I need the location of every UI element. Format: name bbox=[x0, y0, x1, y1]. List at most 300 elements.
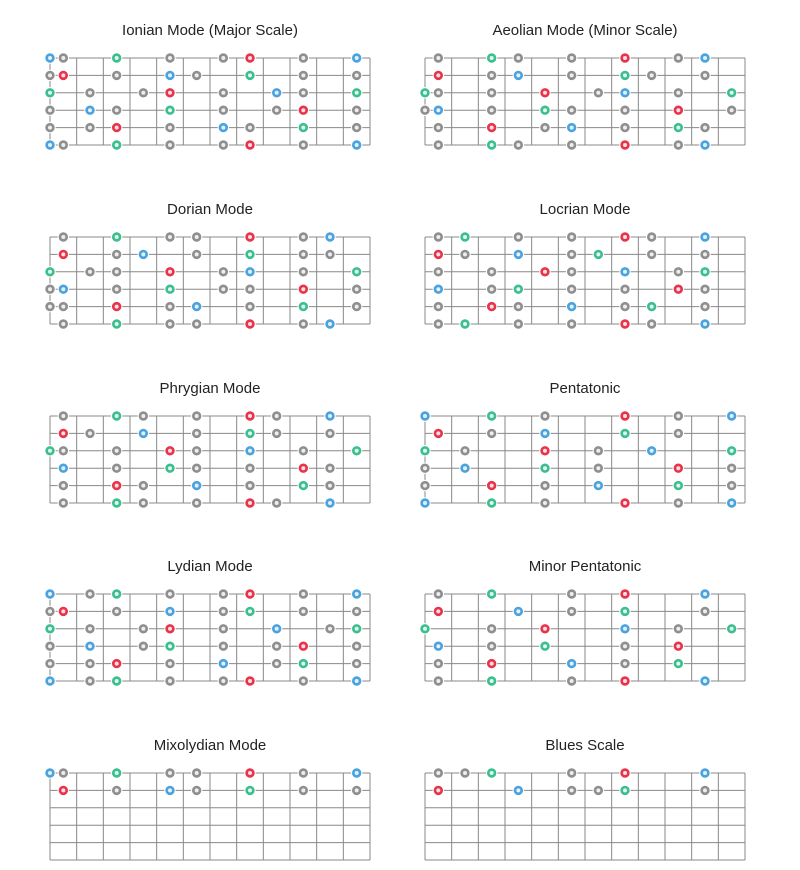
note-dot-marking bbox=[301, 644, 305, 648]
note-dot-marking bbox=[676, 627, 680, 631]
note-dot-marking bbox=[301, 305, 305, 309]
note-dot-marking bbox=[703, 126, 707, 130]
note-dot-marking bbox=[248, 788, 252, 792]
note-dot-marking bbox=[168, 644, 172, 648]
note-dot-marking bbox=[221, 627, 225, 631]
note-dot-marking bbox=[221, 56, 225, 60]
note-dot-marking bbox=[248, 270, 252, 274]
note-dot-marking bbox=[248, 431, 252, 435]
note-dot-marking bbox=[141, 91, 145, 95]
note-dot-marking bbox=[221, 609, 225, 613]
note-dot-marking bbox=[355, 56, 359, 60]
note-dot-marking bbox=[168, 466, 172, 470]
note-dot-marking bbox=[623, 305, 627, 309]
note-dot-marking bbox=[61, 484, 65, 488]
note-dot-marking bbox=[141, 484, 145, 488]
note-dot-marking bbox=[490, 126, 494, 130]
note-dot-marking bbox=[141, 431, 145, 435]
note-dot-marking bbox=[301, 466, 305, 470]
note-dot-marking bbox=[436, 270, 440, 274]
note-dot-marking bbox=[436, 252, 440, 256]
chart-title: Aeolian Mode (Minor Scale) bbox=[492, 22, 678, 39]
note-dot-marking bbox=[61, 73, 65, 77]
note-dot-marking bbox=[543, 431, 547, 435]
note-dot-marking bbox=[168, 235, 172, 239]
note-dot-marking bbox=[275, 501, 279, 505]
note-dot-marking bbox=[623, 627, 627, 631]
chart-title: Ionian Mode (Major Scale) bbox=[122, 22, 298, 39]
note-dot-marking bbox=[423, 414, 427, 418]
note-dot-marking bbox=[436, 592, 440, 596]
note-dot-marking bbox=[115, 56, 119, 60]
note-dot-marking bbox=[570, 662, 574, 666]
note-dot-marking bbox=[115, 126, 119, 130]
note-dot-marking bbox=[48, 143, 52, 147]
note-dot-marking bbox=[676, 143, 680, 147]
note-dot-marking bbox=[301, 235, 305, 239]
note-dot-marking bbox=[168, 305, 172, 309]
note-dot-marking bbox=[436, 235, 440, 239]
fretboard-diagram bbox=[40, 48, 380, 155]
note-dot-marking bbox=[115, 609, 119, 613]
note-dot-marking bbox=[543, 466, 547, 470]
note-dot-marking bbox=[195, 484, 199, 488]
note-dot-marking bbox=[61, 788, 65, 792]
note-dot-marking bbox=[61, 449, 65, 453]
note-dot-marking bbox=[703, 322, 707, 326]
note-dot-marking bbox=[115, 252, 119, 256]
note-dot-marking bbox=[355, 143, 359, 147]
note-dot-marking bbox=[48, 592, 52, 596]
note-dot-marking bbox=[328, 431, 332, 435]
note-dot-marking bbox=[248, 322, 252, 326]
note-dot-marking bbox=[490, 73, 494, 77]
note-dot-marking bbox=[490, 143, 494, 147]
note-dot-marking bbox=[61, 252, 65, 256]
note-dot-marking bbox=[463, 322, 467, 326]
note-dot-marking bbox=[570, 126, 574, 130]
note-dot-marking bbox=[490, 771, 494, 775]
note-dot-marking bbox=[543, 627, 547, 631]
note-dot-marking bbox=[623, 143, 627, 147]
note-dot-marking bbox=[168, 609, 172, 613]
note-dot-marking bbox=[275, 644, 279, 648]
note-dot-marking bbox=[703, 252, 707, 256]
note-dot-marking bbox=[516, 609, 520, 613]
note-dot-marking bbox=[248, 679, 252, 683]
note-dot-marking bbox=[623, 644, 627, 648]
note-dot-marking bbox=[623, 414, 627, 418]
note-dot-marking bbox=[248, 609, 252, 613]
note-dot-marking bbox=[248, 252, 252, 256]
note-dot-marking bbox=[543, 270, 547, 274]
note-dot-marking bbox=[703, 592, 707, 596]
note-dot-marking bbox=[703, 609, 707, 613]
note-dot-marking bbox=[195, 414, 199, 418]
note-dot-marking bbox=[61, 771, 65, 775]
note-dot-marking bbox=[48, 609, 52, 613]
note-dot-marking bbox=[423, 108, 427, 112]
note-dot-marking bbox=[195, 235, 199, 239]
note-dot-marking bbox=[115, 592, 119, 596]
note-dot-marking bbox=[490, 305, 494, 309]
note-dot-marking bbox=[328, 252, 332, 256]
note-dot-marking bbox=[570, 679, 574, 683]
note-dot-marking bbox=[436, 609, 440, 613]
note-dot-marking bbox=[115, 287, 119, 291]
note-dot-marking bbox=[61, 287, 65, 291]
note-dot-marking bbox=[490, 431, 494, 435]
note-dot-marking bbox=[490, 592, 494, 596]
note-dot-marking bbox=[115, 143, 119, 147]
note-dot-marking bbox=[115, 679, 119, 683]
note-dot-marking bbox=[248, 484, 252, 488]
note-dot-marking bbox=[436, 56, 440, 60]
note-dot-marking bbox=[48, 305, 52, 309]
note-dot-marking bbox=[248, 56, 252, 60]
note-dot-marking bbox=[115, 414, 119, 418]
note-dot-marking bbox=[623, 56, 627, 60]
note-dot-marking bbox=[650, 252, 654, 256]
note-dot-marking bbox=[596, 449, 600, 453]
note-dot-marking bbox=[730, 627, 734, 631]
note-dot-marking bbox=[275, 91, 279, 95]
note-dot-marking bbox=[623, 322, 627, 326]
note-dot-marking bbox=[355, 609, 359, 613]
note-dot-marking bbox=[301, 449, 305, 453]
note-dot-marking bbox=[436, 679, 440, 683]
note-dot-marking bbox=[436, 771, 440, 775]
note-dot-marking bbox=[730, 466, 734, 470]
note-dot-marking bbox=[115, 73, 119, 77]
note-dot-marking bbox=[301, 771, 305, 775]
note-dot-marking bbox=[596, 91, 600, 95]
note-dot-marking bbox=[490, 484, 494, 488]
note-dot-marking bbox=[115, 662, 119, 666]
note-dot-marking bbox=[195, 305, 199, 309]
note-dot-marking bbox=[490, 56, 494, 60]
note-dot-marking bbox=[115, 108, 119, 112]
note-dot-marking bbox=[61, 322, 65, 326]
note-dot-marking bbox=[88, 126, 92, 130]
note-dot-marking bbox=[48, 627, 52, 631]
note-dot-marking bbox=[423, 466, 427, 470]
note-dot-marking bbox=[436, 322, 440, 326]
note-dot-marking bbox=[570, 252, 574, 256]
note-dot-marking bbox=[301, 252, 305, 256]
note-dot-marking bbox=[676, 501, 680, 505]
note-dot-marking bbox=[48, 644, 52, 648]
note-dot-marking bbox=[436, 108, 440, 112]
chart-title: Pentatonic bbox=[549, 380, 621, 397]
note-dot-marking bbox=[248, 73, 252, 77]
note-dot-marking bbox=[570, 108, 574, 112]
note-dot-marking bbox=[650, 73, 654, 77]
note-dot-marking bbox=[355, 108, 359, 112]
note-dot-marking bbox=[650, 235, 654, 239]
note-dot-marking bbox=[168, 270, 172, 274]
fretboard-diagram bbox=[40, 406, 380, 513]
note-dot-marking bbox=[195, 771, 199, 775]
note-dot-marking bbox=[168, 108, 172, 112]
note-dot-marking bbox=[248, 126, 252, 130]
note-dot-marking bbox=[248, 414, 252, 418]
note-dot-marking bbox=[195, 252, 199, 256]
note-dot-marking bbox=[543, 91, 547, 95]
note-dot-marking bbox=[221, 679, 225, 683]
note-dot-marking bbox=[516, 287, 520, 291]
note-dot-marking bbox=[221, 644, 225, 648]
note-dot-marking bbox=[248, 235, 252, 239]
note-dot-marking bbox=[61, 431, 65, 435]
note-dot-marking bbox=[570, 73, 574, 77]
note-dot-marking bbox=[676, 644, 680, 648]
note-dot-marking bbox=[676, 108, 680, 112]
note-dot-marking bbox=[570, 609, 574, 613]
note-dot-marking bbox=[596, 466, 600, 470]
note-dot-marking bbox=[676, 91, 680, 95]
note-dot-marking bbox=[195, 501, 199, 505]
note-dot-marking bbox=[61, 305, 65, 309]
note-dot-marking bbox=[301, 143, 305, 147]
note-dot-marking bbox=[115, 501, 119, 505]
note-dot-marking bbox=[248, 501, 252, 505]
note-dot-marking bbox=[141, 644, 145, 648]
note-dot-marking bbox=[570, 305, 574, 309]
note-dot-marking bbox=[423, 449, 427, 453]
chart-title: Phrygian Mode bbox=[159, 380, 261, 397]
note-dot-marking bbox=[48, 287, 52, 291]
note-dot-marking bbox=[195, 788, 199, 792]
note-dot-marking bbox=[88, 270, 92, 274]
chart-title: Mixolydian Mode bbox=[153, 737, 267, 754]
note-dot-marking bbox=[195, 431, 199, 435]
note-dot-marking bbox=[676, 466, 680, 470]
note-dot-marking bbox=[703, 73, 707, 77]
note-dot-marking bbox=[516, 322, 520, 326]
fretboard-diagram bbox=[40, 584, 380, 691]
note-dot-marking bbox=[301, 56, 305, 60]
note-dot-marking bbox=[570, 592, 574, 596]
note-dot-marking bbox=[623, 609, 627, 613]
note-dot-marking bbox=[141, 627, 145, 631]
note-dot-marking bbox=[543, 108, 547, 112]
note-dot-marking bbox=[490, 270, 494, 274]
note-dot-marking bbox=[703, 287, 707, 291]
note-dot-marking bbox=[596, 484, 600, 488]
note-dot-marking bbox=[141, 501, 145, 505]
note-dot-marking bbox=[115, 449, 119, 453]
note-dot-marking bbox=[301, 788, 305, 792]
note-dot-marking bbox=[355, 73, 359, 77]
note-dot-marking bbox=[570, 788, 574, 792]
note-dot-marking bbox=[676, 484, 680, 488]
note-dot-marking bbox=[168, 322, 172, 326]
note-dot-marking bbox=[61, 501, 65, 505]
note-dot-marking bbox=[328, 627, 332, 631]
note-dot-marking bbox=[355, 592, 359, 596]
note-dot-marking bbox=[703, 305, 707, 309]
note-dot-marking bbox=[355, 771, 359, 775]
note-dot-marking bbox=[195, 449, 199, 453]
note-dot-marking bbox=[168, 91, 172, 95]
fretboard-diagram bbox=[40, 227, 380, 334]
note-dot-marking bbox=[730, 501, 734, 505]
note-dot-marking bbox=[703, 235, 707, 239]
note-dot-marking bbox=[301, 484, 305, 488]
note-dot-marking bbox=[355, 305, 359, 309]
note-dot-marking bbox=[195, 73, 199, 77]
note-dot-marking bbox=[623, 501, 627, 505]
note-dot-marking bbox=[168, 592, 172, 596]
note-dot-marking bbox=[730, 91, 734, 95]
note-dot-marking bbox=[676, 431, 680, 435]
note-dot-marking bbox=[463, 771, 467, 775]
note-dot-marking bbox=[168, 143, 172, 147]
note-dot-marking bbox=[623, 431, 627, 435]
note-dot-marking bbox=[570, 143, 574, 147]
note-dot-marking bbox=[570, 322, 574, 326]
note-dot-marking bbox=[61, 414, 65, 418]
note-dot-marking bbox=[355, 644, 359, 648]
note-dot-marking bbox=[301, 322, 305, 326]
note-dot-marking bbox=[623, 662, 627, 666]
note-dot-marking bbox=[88, 644, 92, 648]
note-dot-marking bbox=[275, 108, 279, 112]
note-dot-marking bbox=[48, 270, 52, 274]
note-dot-marking bbox=[436, 788, 440, 792]
note-dot-marking bbox=[248, 305, 252, 309]
note-dot-marking bbox=[115, 305, 119, 309]
note-dot-marking bbox=[436, 143, 440, 147]
note-dot-marking bbox=[221, 592, 225, 596]
note-dot-marking bbox=[623, 788, 627, 792]
note-dot-marking bbox=[248, 143, 252, 147]
fretboard-diagram bbox=[415, 48, 755, 155]
note-dot-marking bbox=[328, 484, 332, 488]
note-dot-marking bbox=[703, 771, 707, 775]
note-dot-marking bbox=[275, 627, 279, 631]
note-dot-marking bbox=[490, 501, 494, 505]
note-dot-marking bbox=[301, 679, 305, 683]
chart-title: Lydian Mode bbox=[167, 558, 253, 575]
note-dot-marking bbox=[570, 771, 574, 775]
note-dot-marking bbox=[355, 287, 359, 291]
note-dot-marking bbox=[168, 662, 172, 666]
note-dot-marking bbox=[168, 56, 172, 60]
note-dot-marking bbox=[48, 126, 52, 130]
note-dot-marking bbox=[436, 431, 440, 435]
note-dot-marking bbox=[490, 644, 494, 648]
note-dot-marking bbox=[516, 143, 520, 147]
note-dot-marking bbox=[703, 679, 707, 683]
note-dot-marking bbox=[248, 592, 252, 596]
note-dot-marking bbox=[301, 662, 305, 666]
note-dot-marking bbox=[355, 788, 359, 792]
chart-title: Blues Scale bbox=[545, 737, 625, 754]
note-dot-marking bbox=[543, 449, 547, 453]
note-dot-marking bbox=[115, 322, 119, 326]
note-dot-marking bbox=[676, 270, 680, 274]
note-dot-marking bbox=[570, 270, 574, 274]
note-dot-marking bbox=[221, 108, 225, 112]
note-dot-marking bbox=[328, 414, 332, 418]
note-dot-marking bbox=[490, 414, 494, 418]
note-dot-marking bbox=[88, 592, 92, 596]
note-dot-marking bbox=[650, 322, 654, 326]
note-dot-marking bbox=[490, 679, 494, 683]
chart-title: Locrian Mode bbox=[539, 201, 631, 218]
note-dot-marking bbox=[543, 484, 547, 488]
note-dot-marking bbox=[436, 662, 440, 666]
note-dot-marking bbox=[463, 235, 467, 239]
note-dot-marking bbox=[168, 771, 172, 775]
note-dot-marking bbox=[48, 662, 52, 666]
note-dot-marking bbox=[195, 466, 199, 470]
note-dot-marking bbox=[88, 431, 92, 435]
note-dot-marking bbox=[703, 143, 707, 147]
note-dot-marking bbox=[423, 627, 427, 631]
note-dot-marking bbox=[195, 322, 199, 326]
note-dot-marking bbox=[221, 270, 225, 274]
note-dot-marking bbox=[61, 235, 65, 239]
fretboard-diagram bbox=[40, 763, 380, 870]
note-dot-marking bbox=[115, 235, 119, 239]
note-dot-marking bbox=[730, 449, 734, 453]
note-dot-marking bbox=[730, 414, 734, 418]
note-dot-marking bbox=[623, 126, 627, 130]
note-dot-marking bbox=[676, 414, 680, 418]
note-dot-marking bbox=[463, 252, 467, 256]
note-dot-marking bbox=[355, 627, 359, 631]
note-dot-marking bbox=[423, 484, 427, 488]
note-dot-marking bbox=[516, 73, 520, 77]
note-dot-marking bbox=[355, 91, 359, 95]
note-dot-marking bbox=[301, 73, 305, 77]
note-dot-marking bbox=[48, 108, 52, 112]
note-dot-marking bbox=[676, 126, 680, 130]
note-dot-marking bbox=[221, 126, 225, 130]
note-dot-marking bbox=[490, 108, 494, 112]
note-dot-marking bbox=[703, 270, 707, 274]
note-dot-marking bbox=[623, 771, 627, 775]
note-dot-marking bbox=[301, 126, 305, 130]
note-dot-marking bbox=[88, 108, 92, 112]
note-dot-marking bbox=[570, 287, 574, 291]
note-dot-marking bbox=[543, 414, 547, 418]
note-dot-marking bbox=[168, 126, 172, 130]
note-dot-marking bbox=[543, 126, 547, 130]
note-dot-marking bbox=[436, 305, 440, 309]
note-dot-marking bbox=[88, 679, 92, 683]
note-dot-marking bbox=[516, 252, 520, 256]
note-dot-marking bbox=[703, 56, 707, 60]
note-dot-marking bbox=[490, 91, 494, 95]
note-dot-marking bbox=[301, 609, 305, 613]
note-dot-marking bbox=[168, 627, 172, 631]
note-dot-marking bbox=[730, 108, 734, 112]
note-dot-marking bbox=[623, 73, 627, 77]
fretboard-diagram bbox=[415, 584, 755, 691]
note-dot-marking bbox=[48, 449, 52, 453]
note-dot-marking bbox=[650, 305, 654, 309]
note-dot-marking bbox=[623, 287, 627, 291]
note-dot-marking bbox=[61, 609, 65, 613]
note-dot-marking bbox=[490, 662, 494, 666]
note-dot-marking bbox=[623, 108, 627, 112]
fretboard-diagram bbox=[415, 406, 755, 513]
note-dot-marking bbox=[115, 788, 119, 792]
